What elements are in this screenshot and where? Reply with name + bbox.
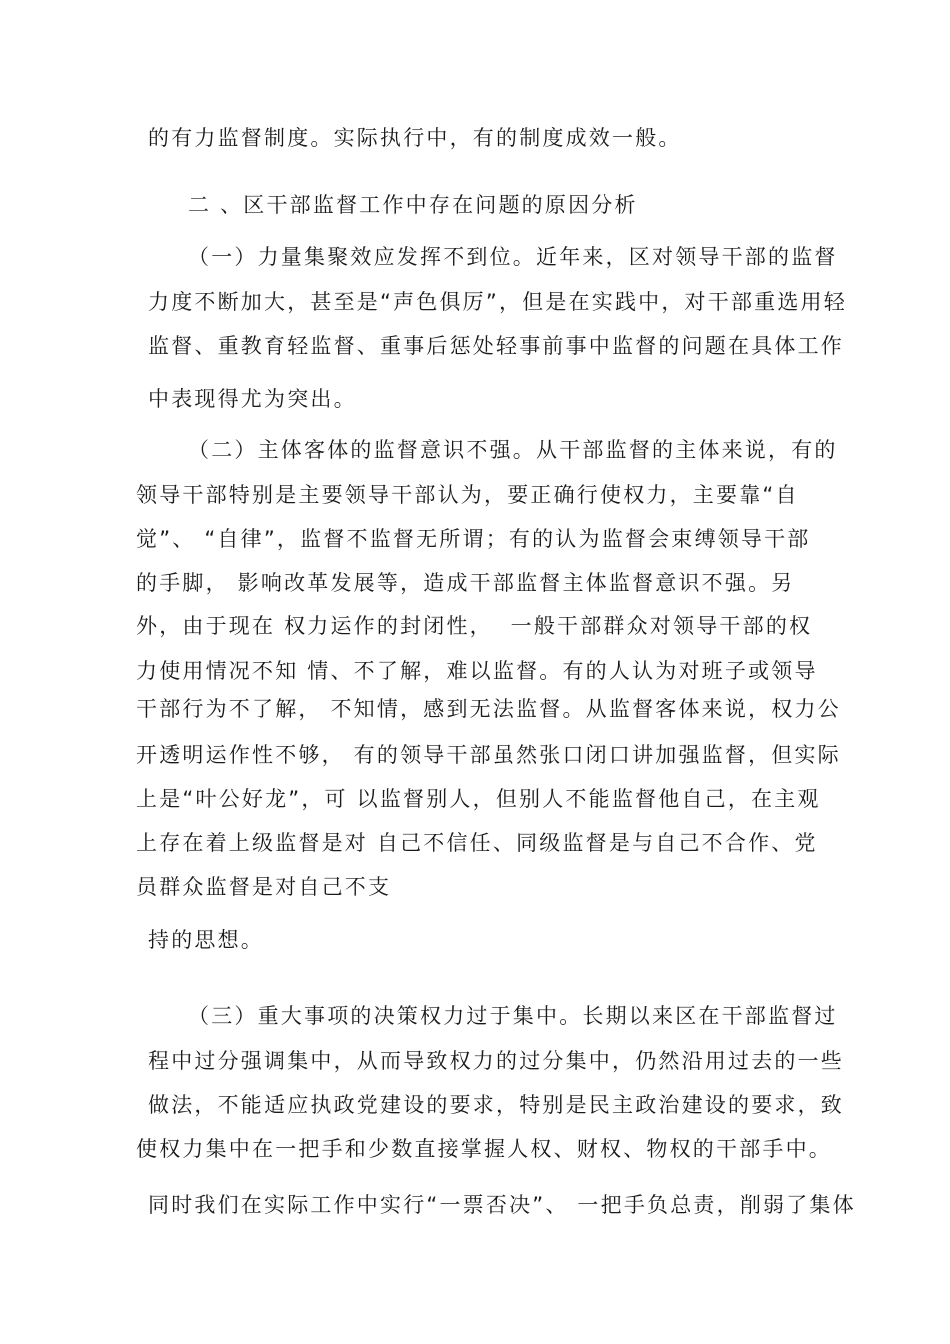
text-line: 力度不断加大，甚至是“声色俱厉”，但是在实践中，对干部重选用轻 — [148, 290, 847, 314]
section-heading: 二 、区干部监督工作中存在问题的原因分析 — [188, 193, 638, 217]
text-line: 干部行为不了解， 不知情，感到无法监督。从监督客体来说，权力公 — [136, 697, 841, 721]
text-line: 外，由于现在 权力运作的封闭性， 一般干部群众对领导干部的权 — [136, 614, 813, 638]
text-line: （一）力量集聚效应发挥不到位。近年来，区对领导干部的监督 — [188, 245, 838, 269]
text-line: 使权力集中在一把手和少数直接掌握人权、财权、物权的干部手中。 — [136, 1137, 832, 1161]
text-line: 上是“叶公好龙”，可 以监督别人，但别人不能监督他自己，在主观 — [136, 787, 821, 811]
text-line: 的有力监督制度。实际执行中，有的制度成效一般。 — [148, 126, 682, 150]
text-line: （二）主体客体的监督意识不强。从干部监督的主体来说，有的 — [188, 438, 838, 462]
text-line: 觉”、 “自律”，监督不监督无所谓；有的认为监督会束缚领导干部 — [136, 527, 811, 551]
text-line: 的手脚， 影响改革发展等，造成干部监督主体监督意识不强。另 — [136, 571, 795, 595]
text-line: 上存在着上级监督是对 自己不信任、同级监督是与自己不合作、党 — [136, 831, 818, 855]
text-line: 员群众监督是对自己不支 — [136, 875, 392, 899]
text-line: 同时我们在实际工作中实行“一票否决”、 一把手负总责，削弱了集体 — [148, 1193, 856, 1217]
text-line: 中表现得尤为突出。 — [148, 387, 357, 411]
text-line: 开透明运作性不够， 有的领导干部虽然张口闭口讲加强监督，但实际 — [136, 743, 841, 767]
text-line: 持的思想。 — [148, 928, 264, 952]
text-line: 做法，不能适应执政党建设的要求，特别是民主政治建设的要求，致 — [148, 1093, 844, 1117]
text-line: （三）重大事项的决策权力过于集中。长期以来区在干部监督过 — [188, 1004, 838, 1028]
text-line: 监督、重教育轻监督、重事后惩处轻事前事中监督的问题在具体工作 — [148, 334, 844, 358]
text-line: 力使用情况不知 情、不了解，难以监督。有的人认为对班子或领导 — [136, 659, 818, 683]
text-line: 程中过分强调集中，从而导致权力的过分集中，仍然沿用过去的一些 — [148, 1049, 844, 1073]
text-line: 领导干部特别是主要领导干部认为，要正确行使权力，主要靠“自 — [136, 483, 799, 507]
